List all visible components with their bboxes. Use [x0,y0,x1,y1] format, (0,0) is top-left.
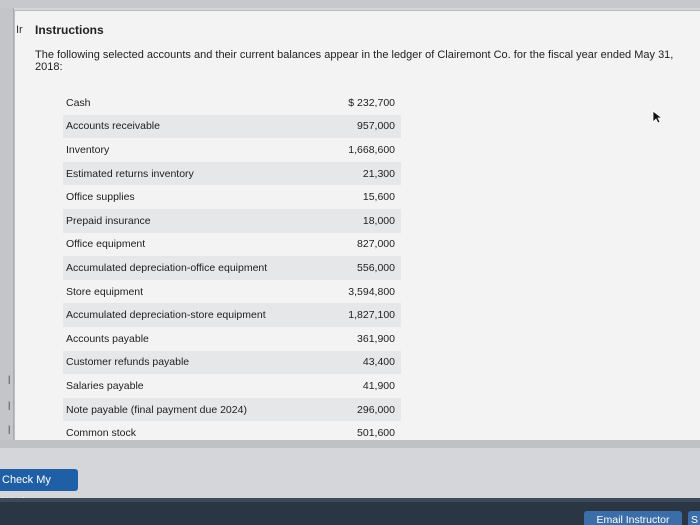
ledger-row [63,351,401,375]
ledger-account: Common stock [66,427,137,440]
ledger-account: Store equipment [66,285,144,298]
ledger-amount: 361,900 [357,332,395,345]
ledger-amount: 501,600 [357,427,395,440]
panel-title: Instructions [35,23,104,37]
ledger-amount: $ 232,700 [348,96,395,109]
ledger-account: Customer refunds payable [66,356,190,369]
ledger-row [63,398,401,422]
ledger-amount: 1,827,100 [348,309,395,322]
ledger-row [63,138,401,162]
ledger-account: Office equipment [66,238,146,251]
ledger-amount: 21,300 [362,167,395,180]
ledger-row [63,115,401,139]
ledger-amount: 15,600 [362,191,395,204]
ledger-account: Accounts payable [66,332,149,345]
ledger-row [63,185,401,209]
ledger-row [63,303,401,327]
ledger-row [63,280,401,304]
gutter-marker: | [8,400,11,410]
check-my-work-button[interactable]: Check My [0,469,78,491]
ledger-amount: 41,900 [362,379,395,392]
top-strip [0,0,700,8]
ledger-row [63,233,401,257]
ledger-account: Estimated returns inventory [66,167,194,180]
ledger-account: Prepaid insurance [66,214,151,227]
ledger-amount: 827,000 [357,238,395,251]
gutter-marker: | [8,374,11,384]
email-instructor-button[interactable]: Email Instructor [584,511,682,525]
ledger-account: Note payable (final payment due 2024) [66,403,247,416]
ledger-account: Accounts receivable [66,120,160,133]
ledger-row [63,91,401,115]
ledger-row [63,374,401,398]
ledger-account: Accumulated depreciation-store equipment [66,309,266,322]
instructions-text: The following selected accounts and their current balances appear in the ledger of Clairemont Co. for the fiscal year ended May 31, 2018: [35,49,674,73]
ledger-amount: 18,000 [362,214,395,227]
ledger-row [63,327,401,351]
ledger-table [63,91,401,445]
panel-bottom-rule [0,440,700,448]
ledger-account: Office supplies [66,191,135,204]
ledger-account: Inventory [66,143,110,156]
ledger-account: Salaries payable [66,379,144,392]
ledger-amount: 3,594,800 [348,285,395,298]
instructions-panel [14,10,700,442]
ledger-amount: 296,000 [357,403,395,416]
panel-tab-label[interactable]: Ir [16,24,23,36]
ledger-amount: 1,668,600 [348,143,395,156]
s-button[interactable]: S [688,511,700,525]
ledger-account: Accumulated depreciation-office equipment [66,261,268,274]
ledger-amount: 43,400 [362,356,395,369]
ledger-row [63,256,401,280]
gutter-marker: | [8,424,11,434]
mouse-pointer-icon [652,110,664,124]
left-gutter [0,8,14,448]
ledger-account: Cash [66,96,91,109]
ledger-amount: 957,000 [357,120,395,133]
ledger-row [63,162,401,186]
ledger-amount: 556,000 [357,261,395,274]
ledger-row [63,209,401,233]
